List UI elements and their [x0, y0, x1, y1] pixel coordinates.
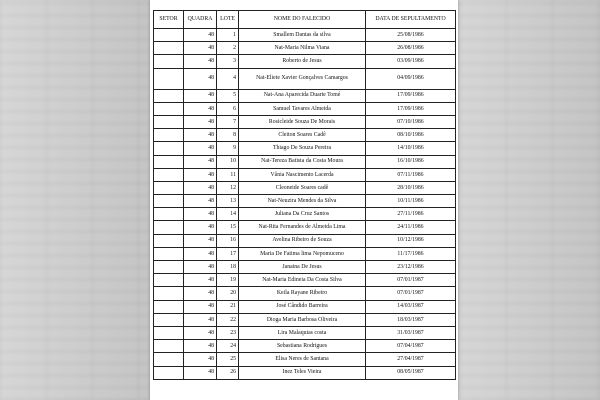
- table-row: [154, 168, 456, 181]
- cell-lote: 2: [217, 42, 239, 55]
- cell-setor: [154, 29, 184, 42]
- cell-data: 28/10/1986: [366, 181, 456, 194]
- cell-data: 10/11/1986: [366, 195, 456, 208]
- cell-quadra: 48: [184, 340, 217, 353]
- cell-data: 07/10/1986: [366, 115, 456, 128]
- table-row: [154, 313, 456, 326]
- table-row: [154, 234, 456, 247]
- cell-quadra: 48: [184, 55, 217, 68]
- cell-data: 23/12/1986: [366, 261, 456, 274]
- cell-nome: José Cândido Barreira: [239, 300, 366, 313]
- table-row: [154, 353, 456, 366]
- cell-data: 14/03/1987: [366, 300, 456, 313]
- cell-lote: 14: [217, 208, 239, 221]
- cell-nome: Janaina De Jesus: [239, 261, 366, 274]
- cell-setor: [154, 195, 184, 208]
- cell-nome: Sebastiana Rodrigues: [239, 340, 366, 353]
- cell-lote: 10: [217, 155, 239, 168]
- cell-lote: 5: [217, 89, 239, 102]
- cell-data: 08/05/1987: [366, 366, 456, 379]
- cell-quadra: 48: [184, 313, 217, 326]
- cell-setor: [154, 181, 184, 194]
- cell-lote: 18: [217, 261, 239, 274]
- cell-quadra: 48: [184, 42, 217, 55]
- cell-nome: Lira Malaquias costa: [239, 326, 366, 339]
- cell-lote: 12: [217, 181, 239, 194]
- table-row: [154, 129, 456, 142]
- cell-lote: 22: [217, 313, 239, 326]
- background-left-panel: [0, 0, 150, 400]
- cell-quadra: 48: [184, 29, 217, 42]
- document-page: [150, 0, 458, 400]
- cell-lote: 4: [217, 68, 239, 89]
- cell-quadra: 48: [184, 208, 217, 221]
- cell-nome: Samuel Tavares Almeida: [239, 102, 366, 115]
- cell-data: 27/11/1986: [366, 208, 456, 221]
- burial-records-table: [153, 10, 456, 380]
- cell-nome: Dioga Maria Barbosa Oliveira: [239, 313, 366, 326]
- table-header-row: [154, 11, 456, 29]
- cell-quadra: 48: [184, 168, 217, 181]
- cell-data: 07/01/1987: [366, 274, 456, 287]
- cell-quadra: 48: [184, 274, 217, 287]
- cell-setor: [154, 89, 184, 102]
- cell-lote: 25: [217, 353, 239, 366]
- cell-nome: Elisa Neres de Santana: [239, 353, 366, 366]
- cell-data: 07/01/1987: [366, 287, 456, 300]
- cell-data: 25/08/1986: [366, 29, 456, 42]
- cell-lote: 17: [217, 247, 239, 260]
- cell-nome: Nat-Rita Fernandes de Almeida Lima: [239, 221, 366, 234]
- header-lote: LOTE: [217, 11, 239, 29]
- cell-setor: [154, 155, 184, 168]
- table-row: [154, 181, 456, 194]
- cell-nome: Keila Rayane Ribeiro: [239, 287, 366, 300]
- cell-quadra: 48: [184, 129, 217, 142]
- cell-quadra: 48: [184, 300, 217, 313]
- cell-data: 17/09/1986: [366, 89, 456, 102]
- table-row: [154, 55, 456, 68]
- cell-setor: [154, 340, 184, 353]
- cell-quadra: 48: [184, 221, 217, 234]
- table-row: [154, 326, 456, 339]
- table-row: [154, 287, 456, 300]
- table-row: [154, 102, 456, 115]
- table-row: [154, 68, 456, 89]
- cell-lote: 9: [217, 142, 239, 155]
- cell-data: 31/03/1987: [366, 326, 456, 339]
- header-quadra: QUADRA: [184, 11, 217, 29]
- cell-quadra: 48: [184, 261, 217, 274]
- cell-setor: [154, 129, 184, 142]
- cell-setor: [154, 366, 184, 379]
- table-row: [154, 208, 456, 221]
- cell-setor: [154, 353, 184, 366]
- cell-setor: [154, 102, 184, 115]
- cell-nome: Roberto de Jesus: [239, 55, 366, 68]
- cell-setor: [154, 68, 184, 89]
- cell-data: 26/08/1986: [366, 42, 456, 55]
- cell-lote: 3: [217, 55, 239, 68]
- cell-data: 16/10/1986: [366, 155, 456, 168]
- cell-nome: Nat-Eliete Xavier Gonçalves Camargos: [239, 68, 366, 89]
- table-row: [154, 300, 456, 313]
- cell-nome: Nat-Ana Aparecida Duarte Tomé: [239, 89, 366, 102]
- cell-quadra: 48: [184, 287, 217, 300]
- cell-nome: Thiago De Souza Pereira: [239, 142, 366, 155]
- cell-lote: 26: [217, 366, 239, 379]
- cell-nome: Cleiton Soares Cadê: [239, 129, 366, 142]
- table-row: [154, 274, 456, 287]
- table-row: [154, 366, 456, 379]
- table-row: [154, 29, 456, 42]
- cell-lote: 6: [217, 102, 239, 115]
- cell-nome: Nat-Maria Edineia Da Costa Silva: [239, 274, 366, 287]
- cell-setor: [154, 42, 184, 55]
- cell-lote: 21: [217, 300, 239, 313]
- table-row: [154, 142, 456, 155]
- cell-quadra: 48: [184, 155, 217, 168]
- cell-nome: Inez Teles Vieira: [239, 366, 366, 379]
- cell-quadra: 48: [184, 353, 217, 366]
- cell-data: 08/10/1986: [366, 129, 456, 142]
- cell-data: 27/04/1987: [366, 353, 456, 366]
- cell-quadra: 48: [184, 234, 217, 247]
- cell-nome: Juliana Da Cruz Santos: [239, 208, 366, 221]
- table-row: [154, 115, 456, 128]
- cell-setor: [154, 287, 184, 300]
- cell-setor: [154, 247, 184, 260]
- cell-quadra: 48: [184, 142, 217, 155]
- table-row: [154, 247, 456, 260]
- cell-lote: 20: [217, 287, 239, 300]
- cell-data: 07/11/1986: [366, 168, 456, 181]
- cell-setor: [154, 221, 184, 234]
- cell-data: 24/11/1986: [366, 221, 456, 234]
- cell-quadra: 48: [184, 195, 217, 208]
- cell-quadra: 48: [184, 181, 217, 194]
- cell-data: 10/12/1986: [366, 234, 456, 247]
- cell-nome: Cleoneide Soares cadê: [239, 181, 366, 194]
- cell-setor: [154, 326, 184, 339]
- cell-setor: [154, 274, 184, 287]
- cell-setor: [154, 115, 184, 128]
- cell-data: 17/09/1986: [366, 102, 456, 115]
- cell-data: 03/09/1986: [366, 55, 456, 68]
- cell-nome: Rosicleide Souza De Morais: [239, 115, 366, 128]
- table-row: [154, 89, 456, 102]
- table-row: [154, 42, 456, 55]
- cell-quadra: 48: [184, 102, 217, 115]
- cell-data: 14/10/1986: [366, 142, 456, 155]
- table-body: [154, 29, 456, 380]
- cell-quadra: 48: [184, 115, 217, 128]
- cell-nome: Nat-Tereza Batista da Costa Moura: [239, 155, 366, 168]
- background-right-panel: [458, 0, 600, 400]
- table-row: [154, 221, 456, 234]
- cell-nome: Nat-Neuzira Mendes da Silva: [239, 195, 366, 208]
- table-row: [154, 155, 456, 168]
- cell-nome: Maria De Fatima lima Nepomuceno: [239, 247, 366, 260]
- cell-nome: Smallem Dantas da silva: [239, 29, 366, 42]
- cell-lote: 15: [217, 221, 239, 234]
- cell-lote: 24: [217, 340, 239, 353]
- cell-setor: [154, 234, 184, 247]
- cell-nome: Vânia Nascimento Lacerda: [239, 168, 366, 181]
- cell-setor: [154, 208, 184, 221]
- cell-setor: [154, 261, 184, 274]
- cell-quadra: 48: [184, 68, 217, 89]
- cell-lote: 16: [217, 234, 239, 247]
- header-nome: NOME DO FALECIDO: [239, 11, 366, 29]
- cell-lote: 13: [217, 195, 239, 208]
- cell-nome: Nat-Maria Nilma Viana: [239, 42, 366, 55]
- cell-data: 04/09/1986: [366, 68, 456, 89]
- cell-setor: [154, 142, 184, 155]
- cell-data: 18/03/1987: [366, 313, 456, 326]
- cell-nome: Avelina Ribeiro de Souza: [239, 234, 366, 247]
- cell-data: 11/17/1986: [366, 247, 456, 260]
- cell-lote: 8: [217, 129, 239, 142]
- cell-lote: 1: [217, 29, 239, 42]
- header-setor: SETOR: [154, 11, 184, 29]
- cell-lote: 19: [217, 274, 239, 287]
- cell-lote: 11: [217, 168, 239, 181]
- table-row: [154, 340, 456, 353]
- cell-setor: [154, 300, 184, 313]
- cell-lote: 7: [217, 115, 239, 128]
- cell-quadra: 48: [184, 326, 217, 339]
- cell-setor: [154, 313, 184, 326]
- cell-data: 07/04/1987: [366, 340, 456, 353]
- cell-setor: [154, 168, 184, 181]
- table-row: [154, 195, 456, 208]
- cell-quadra: 48: [184, 366, 217, 379]
- cell-lote: 23: [217, 326, 239, 339]
- header-data: DATA DE SEPULTAMENTO: [366, 11, 456, 29]
- cell-setor: [154, 55, 184, 68]
- cell-quadra: 48: [184, 247, 217, 260]
- cell-quadra: 48: [184, 89, 217, 102]
- table-row: [154, 261, 456, 274]
